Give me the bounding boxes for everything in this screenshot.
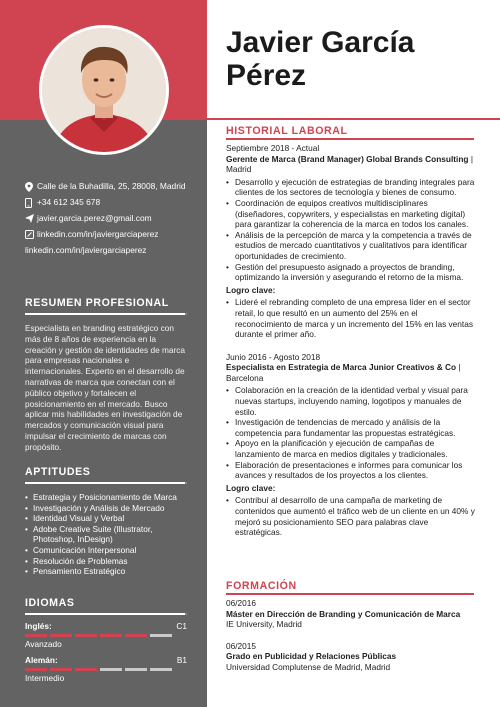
job-place: Barcelona — [226, 372, 264, 383]
job-bullet: • Coordinación de equipos creativos multidisciplinares (diseñadores, copywriters, y especialistas en marketing digital) para garantizar la coherencia de la marca en todos los canales. — [226, 198, 476, 230]
skill-item: • Pensamiento Estratégico — [25, 566, 187, 577]
education-degree: Máster en Dirección de Branding y Comunicación de Marca — [226, 608, 461, 619]
profile-photo — [39, 25, 169, 155]
language-english — [25, 621, 187, 631]
name-line-1: Javier García — [226, 26, 415, 59]
skill-item: • Investigación y Análisis de Mercado — [25, 503, 187, 514]
education-degree: Grado en Publicidad y Relaciones Públicas — [226, 651, 397, 662]
level-segment — [100, 634, 122, 637]
language-name: Inglés: — [25, 621, 52, 631]
skill-item: • Estrategia y Posicionamiento de Marca — [25, 492, 187, 503]
education-date: 06/2016 — [226, 598, 256, 608]
name-line-2: Pérez — [226, 59, 307, 92]
achievement-list — [226, 495, 476, 537]
link-icon — [25, 229, 37, 240]
education-date: 06/2015 — [226, 640, 256, 651]
level-segment — [100, 668, 122, 671]
achievement-text: • Contribuí al desarrollo de una campaña de marketing de contenidos que aumentó el tráfico web de un cliente en un 40% y mejoró su posicionamiento SEO para palabras clave estratégicas. — [226, 495, 476, 537]
education-entry — [226, 641, 476, 673]
languages-divider — [25, 613, 187, 615]
job-entry — [226, 352, 476, 538]
sidebar — [0, 0, 207, 707]
linkedin-link-secondary[interactable]: linkedin.com/in/javiergarciaperez — [25, 245, 147, 255]
level-segment — [25, 668, 47, 671]
language-level-bar — [25, 634, 187, 637]
achievement-list — [226, 297, 476, 339]
phone-text: +34 612 345 678 — [37, 197, 101, 207]
contact-email — [25, 213, 200, 224]
job-bullet: • Desarrollo y ejecución de estrategias de branding integrales para clientes de los sectores de tecnología y bienes de consumo. — [226, 177, 476, 198]
skills-divider — [25, 482, 187, 484]
skill-item: • Comunicación Interpersonal — [25, 545, 187, 556]
phone-icon — [25, 197, 37, 208]
skills-list — [25, 492, 187, 577]
education-divider — [226, 593, 474, 595]
job-role: Especialista en Estrategia de Marca Junior Creativos & Co — [226, 362, 457, 373]
achievement-label: Logro clave: — [226, 482, 276, 493]
skill-item: • Identidad Visual y Verbal — [25, 513, 187, 524]
job-date: Septiembre 2018 - Actual — [226, 143, 320, 153]
job-entry — [226, 143, 476, 340]
level-segment — [125, 668, 147, 671]
level-segment — [150, 668, 172, 671]
contact-address — [25, 181, 200, 192]
language-german — [25, 655, 187, 665]
job-bullet: • Análisis de la percepción de marca y la competencia a través de estudios de mercado cuantitativos y cualitativos para identificar oportunidades de crecimiento. — [226, 230, 476, 262]
level-segment — [75, 668, 97, 671]
language-code: C1 — [176, 621, 187, 631]
job-bullet: • Apoyo en la planificación y ejecución de campañas de lanzamiento de marca en medios digitales y tradicionales. — [226, 438, 476, 459]
send-icon — [25, 213, 37, 224]
language-level-bar — [25, 668, 187, 671]
location-pin-icon — [25, 181, 37, 192]
summary-section — [25, 297, 187, 453]
skills-section — [25, 466, 187, 577]
level-segment — [50, 668, 72, 671]
job-place: Madrid — [226, 164, 252, 175]
education-entry — [226, 598, 476, 630]
skills-title: APTITUDES — [25, 466, 91, 478]
education-title: FORMACIÓN — [226, 580, 297, 592]
education-school: Universidad Complutense de Madrid, Madrid — [226, 661, 391, 672]
contact-info — [25, 181, 200, 261]
job-bullet: • Gestión del presupuesto asignado a proyectos de branding, optimizando la inversión y asegurando el retorno de la misma. — [226, 262, 476, 283]
job-bullet: • Elaboración de presentaciones e informes para comunicar los avances y resultados de los proyectos a los clientes. — [226, 460, 476, 481]
skill-item: • Resolución de Problemas — [25, 556, 187, 567]
job-bullet: • Investigación de tendencias de mercado y análisis de la competencia para fundamentar las propuestas estratégicas. — [226, 417, 476, 438]
language-level-text: Intermedio — [25, 673, 65, 683]
experience-list — [226, 143, 476, 539]
job-bullets — [226, 385, 476, 480]
level-segment — [125, 634, 147, 637]
languages-section — [25, 597, 187, 683]
contact-linkedin — [25, 229, 200, 240]
job-bullet: • Colaboración en la creación de la identidad verbal y visual para nuevas startups, incluyendo naming, logotipos y manuales de estilo. — [226, 385, 476, 417]
summary-text: Especialista en branding estratégico con más de 8 años de experiencia en la creación y gestión de identidades de marca para empresas nacionales e internacionales. Experto en el desarrollo de narrativas de marca que conectan con el público objetivo y fortalecen el posicionamiento en el mercado. Busco aplicar mis habilidades en investigación de mercados y comunicación visual para impulsar el crecimiento de marcas con propósito. — [25, 323, 186, 452]
experience-title: HISTORIAL LABORAL — [226, 125, 348, 137]
person-name — [226, 26, 414, 92]
achievement-text: • Lideré el rebranding completo de una empresa líder en el sector retail, lo que resultó en un aumento del 25% en el reconocimiento de marca y un incremento del 15% en las ventas durante el primer año. — [226, 297, 476, 339]
level-segment — [25, 634, 47, 637]
languages-title: IDIOMAS — [25, 597, 75, 609]
skill-item: • Adobe Creative Suite (Illustrator, Photoshop, InDesign) — [25, 524, 187, 545]
email-link[interactable]: javier.garcia.perez@gmail.com — [37, 213, 152, 223]
job-title: Especialista en Estrategia de Marca Junior Creativos & Co | Barcelona — [226, 362, 461, 383]
summary-divider — [25, 313, 187, 315]
education-list — [226, 598, 476, 673]
job-date: Junio 2016 - Agosto 2018 — [226, 351, 321, 362]
level-segment — [50, 634, 72, 637]
experience-divider — [226, 138, 474, 140]
language-level-text: Avanzado — [25, 639, 62, 649]
level-segment — [75, 634, 97, 637]
job-title: Gerente de Marca (Brand Manager) Global Brands Consulting | Madrid — [226, 153, 473, 175]
language-code: B1 — [176, 655, 187, 665]
level-segment — [150, 634, 172, 637]
language-name: Alemán: — [25, 655, 58, 665]
contact-phone — [25, 197, 200, 208]
job-role: Gerente de Marca (Brand Manager) Global Brands Consulting — [226, 153, 469, 164]
education-school: IE University, Madrid — [226, 619, 302, 630]
address-text: Calle de la Buhadilla, 25, 28008, Madrid — [37, 181, 186, 191]
job-bullets — [226, 177, 476, 283]
achievement-label: Logro clave: — [226, 284, 276, 295]
contact-linkedin-secondary — [25, 245, 200, 256]
summary-title: RESUMEN PROFESIONAL — [25, 297, 169, 309]
linkedin-link[interactable]: linkedin.com/in/javiergarciaperez — [37, 229, 159, 239]
